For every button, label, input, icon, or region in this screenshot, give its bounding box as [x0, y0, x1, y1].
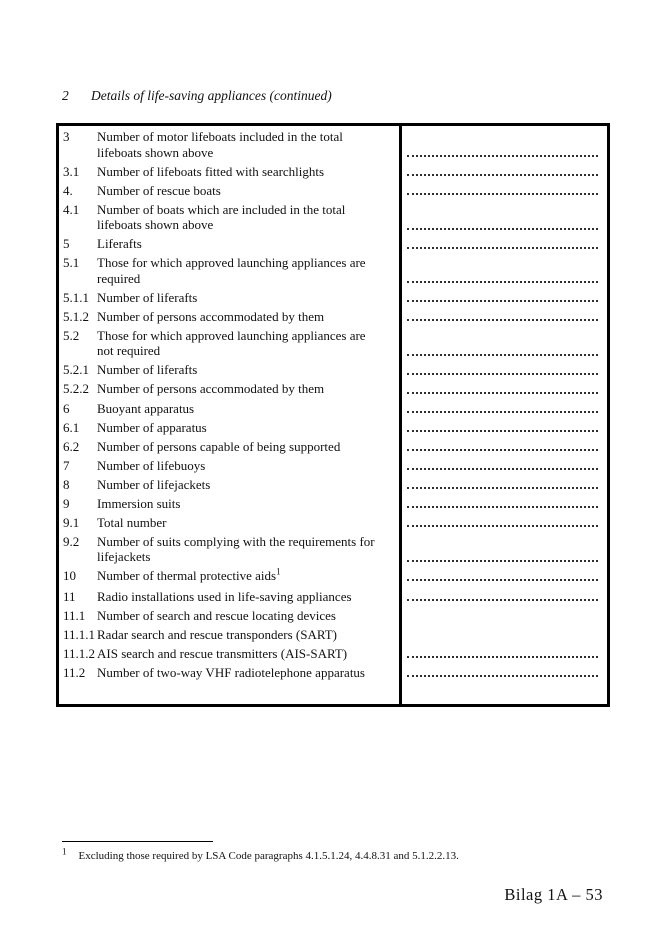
- answer-cell: [402, 362, 607, 378]
- section-number: 2: [62, 88, 69, 103]
- table-row: [59, 202, 607, 233]
- item-cell: [59, 439, 399, 455]
- appliances-table: [56, 123, 610, 707]
- table-row: [59, 568, 607, 584]
- item-cell: [59, 290, 399, 306]
- item-text: Number of liferafts: [97, 289, 198, 305]
- item-cell: [59, 381, 399, 397]
- table-row: [59, 439, 607, 455]
- footnote-marker: 1: [62, 846, 67, 857]
- item-text: Number of search and rescue locating devices: [97, 607, 336, 623]
- table-row: [59, 458, 607, 474]
- item-cell: [59, 236, 399, 252]
- item-number: 9: [63, 495, 70, 511]
- column-divider: [399, 126, 402, 704]
- answer-cell: [402, 608, 607, 624]
- table-row: [59, 164, 607, 180]
- answer-cell: [402, 534, 607, 565]
- item-text: Number of liferafts: [97, 362, 198, 377]
- dotted-answer-line: [407, 430, 598, 432]
- table-row: [59, 362, 607, 378]
- answer-cell: [402, 568, 607, 584]
- answer-cell: [402, 496, 607, 512]
- dotted-answer-line: [407, 174, 598, 176]
- item-number: 11.1.2: [63, 645, 96, 661]
- table-row: [59, 129, 607, 160]
- answer-cell: [402, 401, 607, 417]
- table-row: [59, 420, 607, 436]
- footnote-divider: [62, 841, 213, 842]
- item-cell: [59, 129, 399, 160]
- item-text: Buoyant apparatus: [97, 400, 195, 416]
- item-cell: [59, 534, 399, 565]
- dotted-answer-line: [407, 373, 598, 375]
- table-rows: [59, 129, 607, 680]
- table-row: [59, 183, 607, 199]
- table-row: [59, 255, 607, 286]
- item-number: 6.1: [63, 419, 80, 435]
- answer-cell: [402, 290, 607, 306]
- dotted-answer-line: [407, 281, 598, 283]
- item-cell: [59, 515, 399, 531]
- section-heading: [62, 88, 332, 104]
- table-row: [59, 381, 607, 397]
- answer-cell: [402, 202, 607, 233]
- table-row: [59, 665, 607, 681]
- item-cell: [59, 183, 399, 199]
- item-cell: [59, 420, 399, 436]
- item-text: Number of thermal protective aids$^1$: [97, 566, 281, 583]
- item-text: Total number: [97, 514, 167, 530]
- item-number: 5.1.2: [63, 308, 89, 324]
- section-title: Details of life-saving appliances (continued): [91, 88, 332, 103]
- item-text: Those for which approved launching appliances are required: [97, 255, 366, 286]
- dotted-answer-line: [407, 599, 598, 601]
- answer-cell: [402, 420, 607, 436]
- item-text: Number of lifejackets: [97, 476, 211, 492]
- item-text: Number of persons accommodated by them: [97, 381, 325, 396]
- answer-cell: [402, 183, 607, 199]
- item-cell: [59, 568, 399, 584]
- dotted-answer-line: [407, 193, 598, 195]
- item-number: 11.2: [63, 664, 86, 680]
- item-cell: [59, 665, 399, 681]
- table-row: [59, 328, 607, 359]
- answer-cell: [402, 589, 607, 605]
- item-number: 3: [63, 129, 70, 144]
- item-number: 9.1: [63, 514, 80, 530]
- item-text: Number of lifebuoys: [97, 457, 206, 473]
- item-text: Number of rescue boats: [97, 182, 221, 198]
- item-cell: [59, 362, 399, 378]
- item-number: 4.: [63, 182, 73, 198]
- answer-cell: [402, 458, 607, 474]
- table-row: [59, 627, 607, 643]
- dotted-answer-line: [407, 487, 598, 489]
- footnote: [62, 846, 582, 863]
- item-text: Number of motor lifeboats included in the total lifeboats shown above: [97, 129, 343, 160]
- dotted-answer-line: [407, 247, 598, 249]
- dotted-answer-line: [407, 506, 598, 508]
- dotted-answer-line: [407, 392, 598, 394]
- item-text: Number of persons accommodated by them: [97, 308, 325, 324]
- item-text: AIS search and rescue transmitters (AIS-SART): [97, 645, 348, 661]
- item-text: Number of boats which are included in the total lifeboats shown above: [97, 201, 346, 232]
- answer-cell: [402, 477, 607, 493]
- item-cell: [59, 202, 399, 233]
- footnote-text: Excluding those required by LSA Code paragraphs 4.1.5.1.24, 4.4.8.31 and 5.1.2.2.13.: [78, 850, 459, 862]
- table-row: [59, 646, 607, 662]
- dotted-answer-line: [407, 560, 598, 562]
- item-number: 5.2.1: [63, 362, 89, 377]
- table-row: [59, 515, 607, 531]
- dotted-answer-line: [407, 675, 598, 677]
- dotted-answer-line: [407, 319, 598, 321]
- item-text: Those for which approved launching appliances are not required: [97, 327, 366, 358]
- answer-cell: [402, 328, 607, 359]
- item-number: 11: [63, 588, 76, 604]
- item-number: 9.2: [63, 533, 80, 549]
- dotted-answer-line: [407, 468, 598, 470]
- item-text: Number of lifeboats fitted with searchlights: [97, 163, 325, 179]
- item-number: 5.1: [63, 255, 80, 270]
- item-number: 7: [63, 457, 70, 473]
- item-cell: [59, 646, 399, 662]
- answer-cell: [402, 164, 607, 180]
- table-row: [59, 290, 607, 306]
- item-text: Number of persons capable of being supported: [97, 438, 341, 454]
- answer-cell: [402, 439, 607, 455]
- item-number: 3.1: [63, 163, 80, 179]
- item-number: 6: [63, 400, 70, 416]
- answer-cell: [402, 381, 607, 397]
- answer-cell: [402, 309, 607, 325]
- dotted-answer-line: [407, 300, 598, 302]
- answer-cell: [402, 515, 607, 531]
- table-row: [59, 589, 607, 605]
- dotted-answer-line: [407, 449, 598, 451]
- dotted-answer-line: [407, 579, 598, 581]
- dotted-answer-line: [407, 525, 598, 527]
- table-row: [59, 401, 607, 417]
- dotted-answer-line: [407, 228, 598, 230]
- item-number: 10: [63, 568, 76, 583]
- answer-cell: [402, 665, 607, 681]
- item-text: Liferafts: [97, 236, 142, 251]
- dotted-answer-line: [407, 354, 598, 356]
- dotted-answer-line: [407, 411, 598, 413]
- item-number: 11.1.1: [63, 626, 96, 642]
- dotted-answer-line: [407, 656, 598, 658]
- dotted-answer-line: [407, 155, 598, 157]
- item-number: 8: [63, 476, 70, 492]
- item-text: Immersion suits: [97, 495, 181, 511]
- answer-cell: [402, 236, 607, 252]
- table-row: [59, 236, 607, 252]
- item-number: 6.2: [63, 438, 80, 454]
- item-cell: [59, 477, 399, 493]
- answer-cell: [402, 255, 607, 286]
- table-row: [59, 477, 607, 493]
- item-number: 5.1.1: [63, 289, 89, 305]
- table-row: [59, 608, 607, 624]
- item-text: Radio installations used in life-saving appliances: [97, 588, 352, 604]
- item-text: Number of apparatus: [97, 419, 207, 435]
- item-cell: [59, 458, 399, 474]
- item-cell: [59, 164, 399, 180]
- item-number: 5.2: [63, 327, 80, 343]
- footnote-reference: 1: [276, 566, 281, 577]
- item-text: Radar search and rescue transponders (SART): [97, 626, 337, 642]
- item-number: 4.1: [63, 201, 80, 217]
- table-row: [59, 534, 607, 565]
- item-text: Number of two-way VHF radiotelephone apparatus: [97, 664, 365, 680]
- answer-cell: [402, 627, 607, 643]
- item-number: 5.2.2: [63, 381, 89, 396]
- table-row: [59, 309, 607, 325]
- item-cell: [59, 627, 399, 643]
- item-cell: [59, 496, 399, 512]
- page-number-label: Bilag 1A – 53: [504, 885, 603, 904]
- item-text: Number of suits complying with the requirements for lifejackets: [97, 533, 375, 564]
- answer-cell: [402, 129, 607, 160]
- table-row: [59, 496, 607, 512]
- item-number: 11.1: [63, 607, 86, 623]
- item-cell: [59, 589, 399, 605]
- answer-cell: [402, 646, 607, 662]
- item-cell: [59, 608, 399, 624]
- item-cell: [59, 309, 399, 325]
- item-cell: [59, 328, 399, 359]
- item-cell: [59, 255, 399, 286]
- item-cell: [59, 401, 399, 417]
- item-number: 5: [63, 236, 70, 251]
